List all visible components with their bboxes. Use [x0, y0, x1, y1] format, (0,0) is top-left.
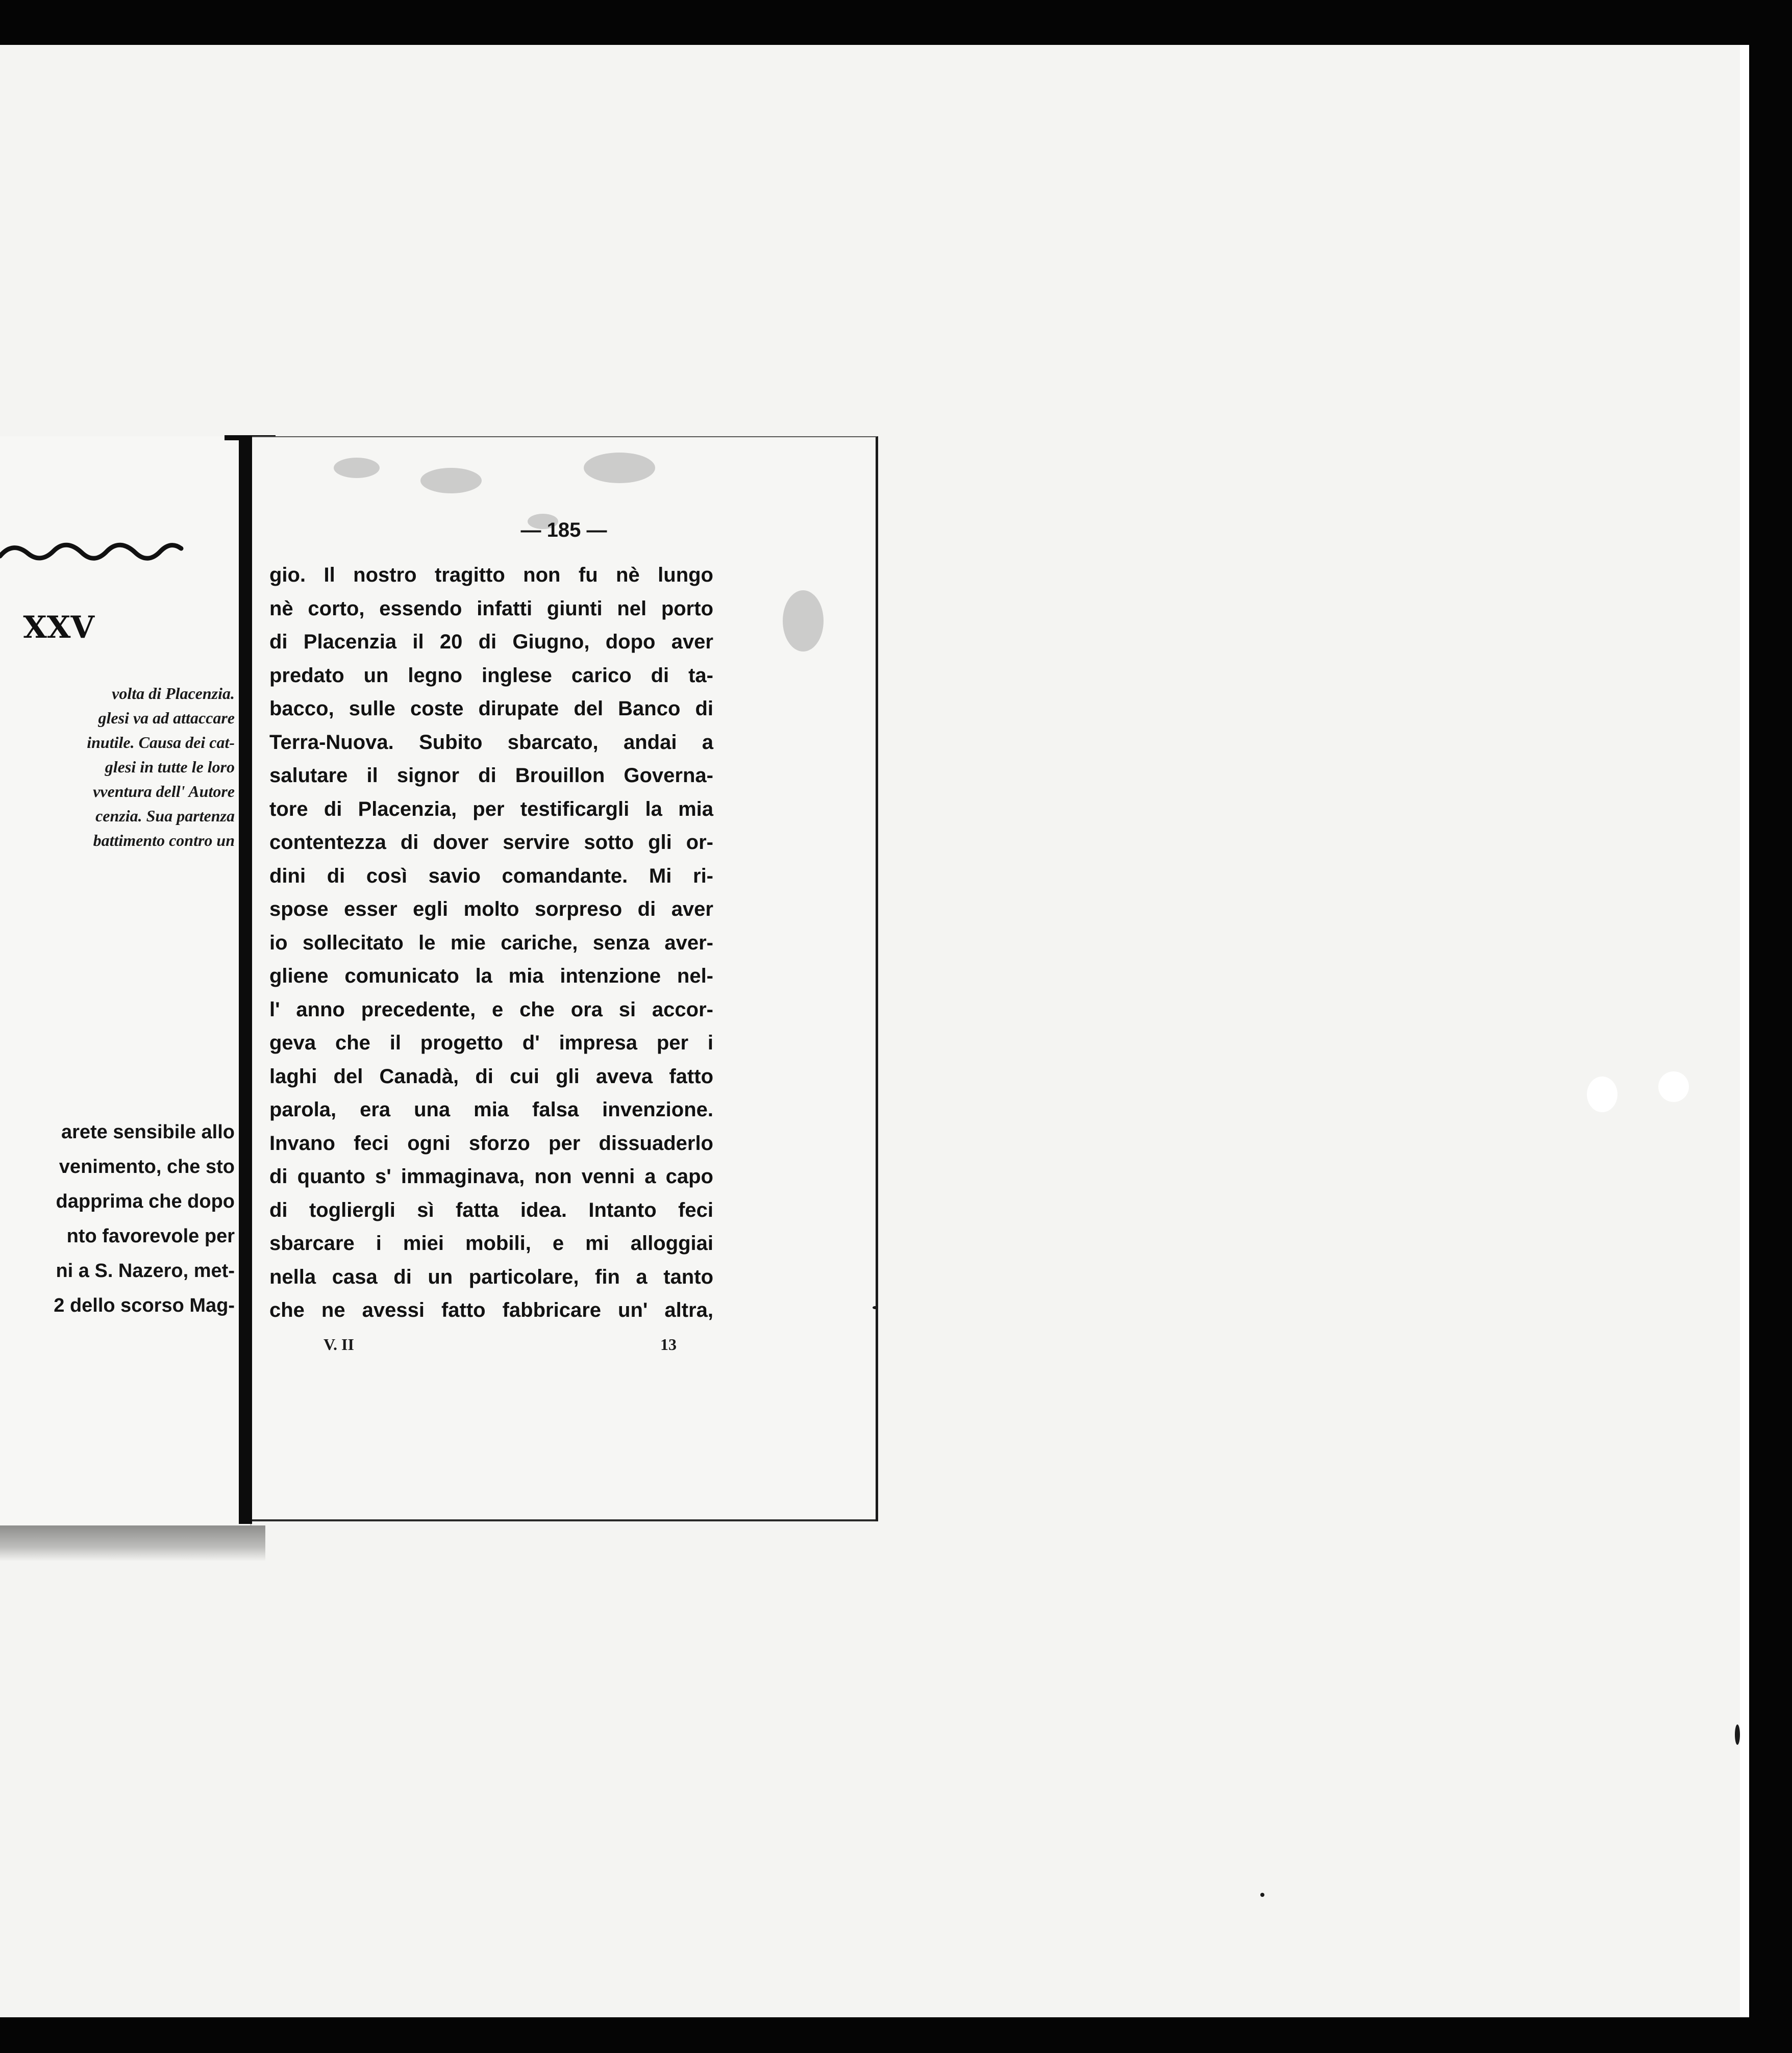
scan-speck — [873, 1306, 878, 1309]
text-line: tore di Placenzia, per testificargli la mia — [269, 797, 713, 820]
text-line: geva che il progetto d' impresa per i — [269, 1032, 713, 1054]
chapter-number: XXV — [23, 610, 94, 645]
text-line: Terra-Nuova. Subito sbarcato, andai a — [269, 731, 713, 754]
foxing-stain — [334, 458, 380, 478]
text-line: parola, era una mia falsa invenzione. — [269, 1098, 713, 1121]
text-line: Invano feci ogni sforzo per dissuaderlo — [269, 1132, 713, 1155]
text-line: di quanto s' immaginava, non venni a capo — [269, 1165, 713, 1188]
summary-line: vventura dell' Autore — [93, 782, 235, 800]
text-line: di Placenzia il 20 di Giugno, dopo aver — [269, 631, 713, 653]
page-text — [269, 559, 713, 1328]
text-line: predato un legno inglese carico di ta- — [269, 664, 713, 687]
body-line: nto favorevole per — [66, 1225, 235, 1247]
gathering-signature: 13 — [660, 1335, 677, 1354]
summary-line: battimento contro un — [93, 831, 235, 849]
body-line: ni a S. Nazero, met- — [56, 1260, 235, 1282]
text-line: contentezza di dover servire sotto gli or- — [269, 831, 713, 854]
left-page-body — [0, 1115, 235, 1323]
left-page — [0, 436, 252, 1525]
chapter-summary — [0, 681, 235, 853]
text-line: nella casa di un particolare, fin a tanto — [269, 1265, 713, 1288]
summary-line: glesi va ad attaccare — [98, 709, 235, 727]
volume-signature: V. II — [323, 1335, 354, 1354]
wave-ornament-icon — [0, 533, 184, 569]
text-line: io sollecitato le mie cariche, senza aver- — [269, 931, 713, 954]
text-line: bacco, sulle coste dirupate del Banco di — [269, 697, 713, 720]
summary-line: cenzia. Sua partenza — [95, 807, 235, 825]
text-line: gio. Il nostro tragitto non fu nè lungo — [269, 564, 713, 586]
paper-spot — [1658, 1071, 1689, 1102]
summary-line: volta di Placenzia. — [112, 684, 235, 703]
summary-line: glesi in tutte le loro — [105, 758, 235, 776]
body-line: venimento, che sto — [59, 1156, 235, 1178]
sheet-edge — [1740, 45, 1749, 2017]
scan-speck — [1735, 1724, 1740, 1745]
text-line: gliene comunicato la mia intenzione nel- — [269, 965, 713, 987]
book-page — [252, 436, 878, 1521]
page-bottom-edge — [252, 1519, 876, 1521]
text-line: sbarcare i miei mobili, e mi alloggiai — [269, 1232, 713, 1255]
text-line: spose esser egli molto sorpreso di aver — [269, 898, 713, 920]
page-shadow — [0, 1525, 265, 1561]
left-page-content — [0, 436, 245, 1525]
text-line: di togliergli sì fatta idea. Intanto feci — [269, 1198, 713, 1221]
text-line: che ne avessi fatto fabbricare un' altra, — [269, 1299, 713, 1321]
text-line: dini di così savio comandante. Mi ri- — [269, 864, 713, 887]
foxing-stain — [420, 468, 482, 493]
body-line: arete sensibile allo — [61, 1121, 235, 1143]
body-line: 2 dello scorso Mag- — [54, 1295, 235, 1316]
book-binding — [239, 440, 252, 1524]
page-number: — 185 — — [520, 519, 607, 541]
body-line: dapprima che dopo — [56, 1191, 235, 1212]
text-line: nè corto, essendo infatti giunti nel porto — [269, 597, 713, 620]
scan-speck — [1260, 1893, 1264, 1897]
foxing-stain — [783, 590, 824, 652]
text-line: salutare il signor di Brouillon Governa- — [269, 764, 713, 787]
text-line: l' anno precedente, e che ora si accor- — [269, 998, 713, 1021]
foxing-stain — [584, 453, 655, 483]
paper-spot — [1587, 1076, 1617, 1112]
text-line: laghi del Canadà, di cui gli aveva fatto — [269, 1065, 713, 1088]
summary-line: inutile. Causa dei cat- — [87, 733, 235, 752]
